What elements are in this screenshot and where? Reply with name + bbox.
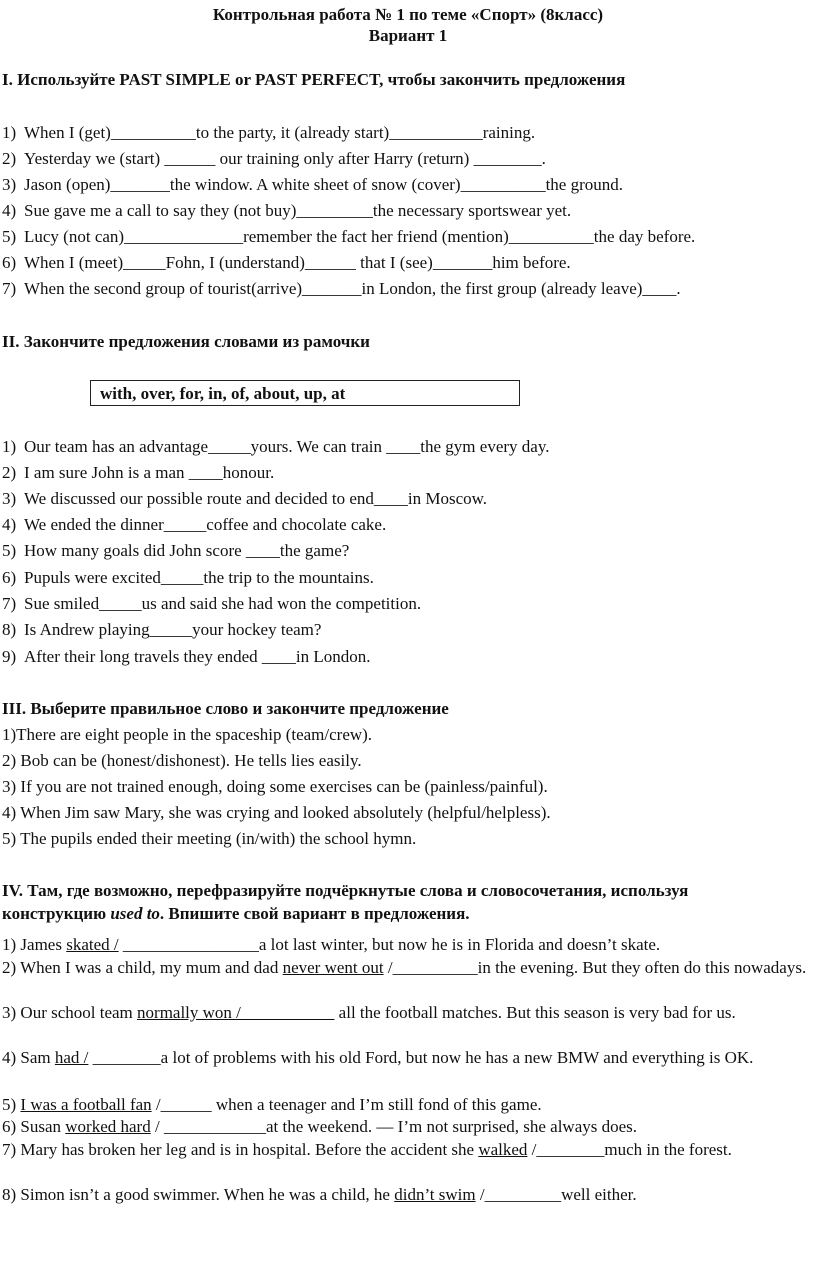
section-4-item: 7) Mary has broken her leg and is in hospital. Before the accident she walked /________much in the forest. — [2, 1140, 732, 1159]
section-1-heading: I. Используйте PAST SIMPLE or PAST PERFECT, чтобы закончить предложения — [2, 70, 626, 89]
word-box-words: with, over, for, in, of, about, up, at — [100, 384, 346, 403]
section-4-item: 3) Our school team normally won /___________ all the football matches. But this season is very bad for us. — [2, 1003, 736, 1022]
section-4-heading-continued: конструкцию used to. Впишите свой вариант в предложения. — [2, 904, 470, 923]
underlined-phrase: never went out — [282, 958, 384, 977]
variant-label: Вариант 1 — [368, 26, 448, 45]
section-3-item: 3) If you are not trained enough, doing some exercises can be (painless/painful). — [2, 777, 548, 796]
underlined-phrase: had / — [54, 1048, 89, 1067]
underlined-phrase: didn’t swim — [394, 1185, 476, 1204]
page-title: Контрольная работа № 1 по теме «Спорт» (8класс) — [212, 5, 604, 24]
section-3-heading: III. Выберите правильное слово и закончите предложение — [2, 699, 449, 718]
used-to-term: used to — [110, 904, 160, 923]
section-4-item: 4) Sam had / ________a lot of problems with his old Ford, but now he has a new BMW and everything is OK. — [2, 1048, 754, 1067]
underlined-phrase: I was a football fan — [20, 1095, 152, 1114]
section-4-item: 5) I was a football fan /______ when a teenager and I’m still fond of this game. — [2, 1095, 542, 1114]
section-4-item: 1) James skated / ________________a lot last winter, but now he is in Florida and doesn’t skate. — [2, 935, 661, 954]
section-4-item: 8) Simon isn’t a good swimmer. When he was a child, he didn’t swim /_________well either. — [2, 1185, 637, 1204]
section-4-item: 2) When I was a child, my mum and dad never went out /__________in the evening. But they often do this nowadays. — [2, 958, 807, 977]
word-box — [90, 380, 520, 406]
section-3-item: 1)There are eight people in the spaceship (team/crew). — [2, 725, 373, 744]
underlined-phrase: walked — [478, 1140, 528, 1159]
underlined-phrase: normally won /___________ — [137, 1003, 335, 1022]
section-3-item: 2) Bob can be (honest/dishonest). He tells lies easily. — [2, 751, 362, 770]
worksheet-page: Контрольная работа № 1 по теме «Спорт» (8класс) Вариант 1 I. Используйте PAST SIMPLE or PAST PERFECT, чтобы закончить предложения 1) When I (get)__________to the party, it (already start)___________raining. 2) Yesterday we (start) ______ our training only after Harry (return) ________. 3) Jason (open)_______the window. A white sheet of snow (cover)__________the ground. 4) Sue gave me a call to say they (not buy)_________the necessary sportswear yet. 5) Lucy (not can)______________remember the fact her friend (mention)__________the day before. 6) When I (meet)_____Fohn, I (understand)______ that I (see)_______him before. 7) When the second group of tourist(arrive)_______in London, the first group (already leave)____. II. Закончите предложения словами из рамочки with, over, for, in, of, about, up, at 1) Our team has an advantage_____yours. We can train ____the gym every day. 2) I am sure John is a man ____honour. 3) We discussed our possible route and decided to end____in Moscow. 4) We ended the dinner_____coffee and chocolate cake. 5) How many goals did John score ____the game? 6) Pupuls were excited_____the trip to the mountains. 7) Sue smiled_____us and said she had won the competition. 8) Is Andrew playing_____your hockey team? 9) After their long travels they ended ____in London. III. Выберите правильное слово и закончите предложение 1)There are eight people in the spaceship (team/crew). 2) Bob can be (honest/dishonest). He tells lies easily. 3) If you are not trained enough, doing some exercises can be (painless/painful). 4) When Jim saw Mary, she was crying and looked absolutely (helpful/helpless). 5) The pupils ended their meeting (in/with) the school hymn. IV. Там, где возможно, перефразируйте подчёркнутые слова и словосочетания, используя конструкцию used to. Впишите свой вариант в предложения. 1) James skated / ________________a lot last winter, but now he is in Florida and doesn’t skate. 2) When I was a child, my mum and dad never went out /__________in the evening. But they often do this nowadays. 3) Our school team normally won /___________ all the football matches. But this season is very bad for us. 4) Sam had / ________a lot of problems with his old Ford, but now he has a new BMW and everything is OK. 5) I was a football fan /______ when a teenager and I’m still fond of this game. 6) Susan worked hard / ____________at the weekend. — I’m not surprised, she always does. 7) Mary has broken her leg and is in hospital. Before the accident she walked /________much in the forest. 8) Simon isn’t a good swimmer. When he was a child, he didn’t swim /_________well either. — [0, 0, 816, 1261]
underlined-phrase: worked hard — [65, 1117, 151, 1136]
section-4-item: 6) Susan worked hard / ____________at the weekend. — I’m not surprised, she always does. — [2, 1117, 638, 1136]
section-2-heading: II. Закончите предложения словами из рамочки — [2, 332, 370, 351]
section-3-item: 4) When Jim saw Mary, she was crying and looked absolutely (helpful/helpless). — [2, 803, 551, 822]
section-3-item: 5) The pupils ended their meeting (in/with) the school hymn. — [2, 829, 417, 848]
section-4-heading: IV. Там, где возможно, перефразируйте подчёркнутые слова и словосочетания, используя — [2, 881, 689, 900]
underlined-phrase: skated / — [66, 935, 119, 954]
